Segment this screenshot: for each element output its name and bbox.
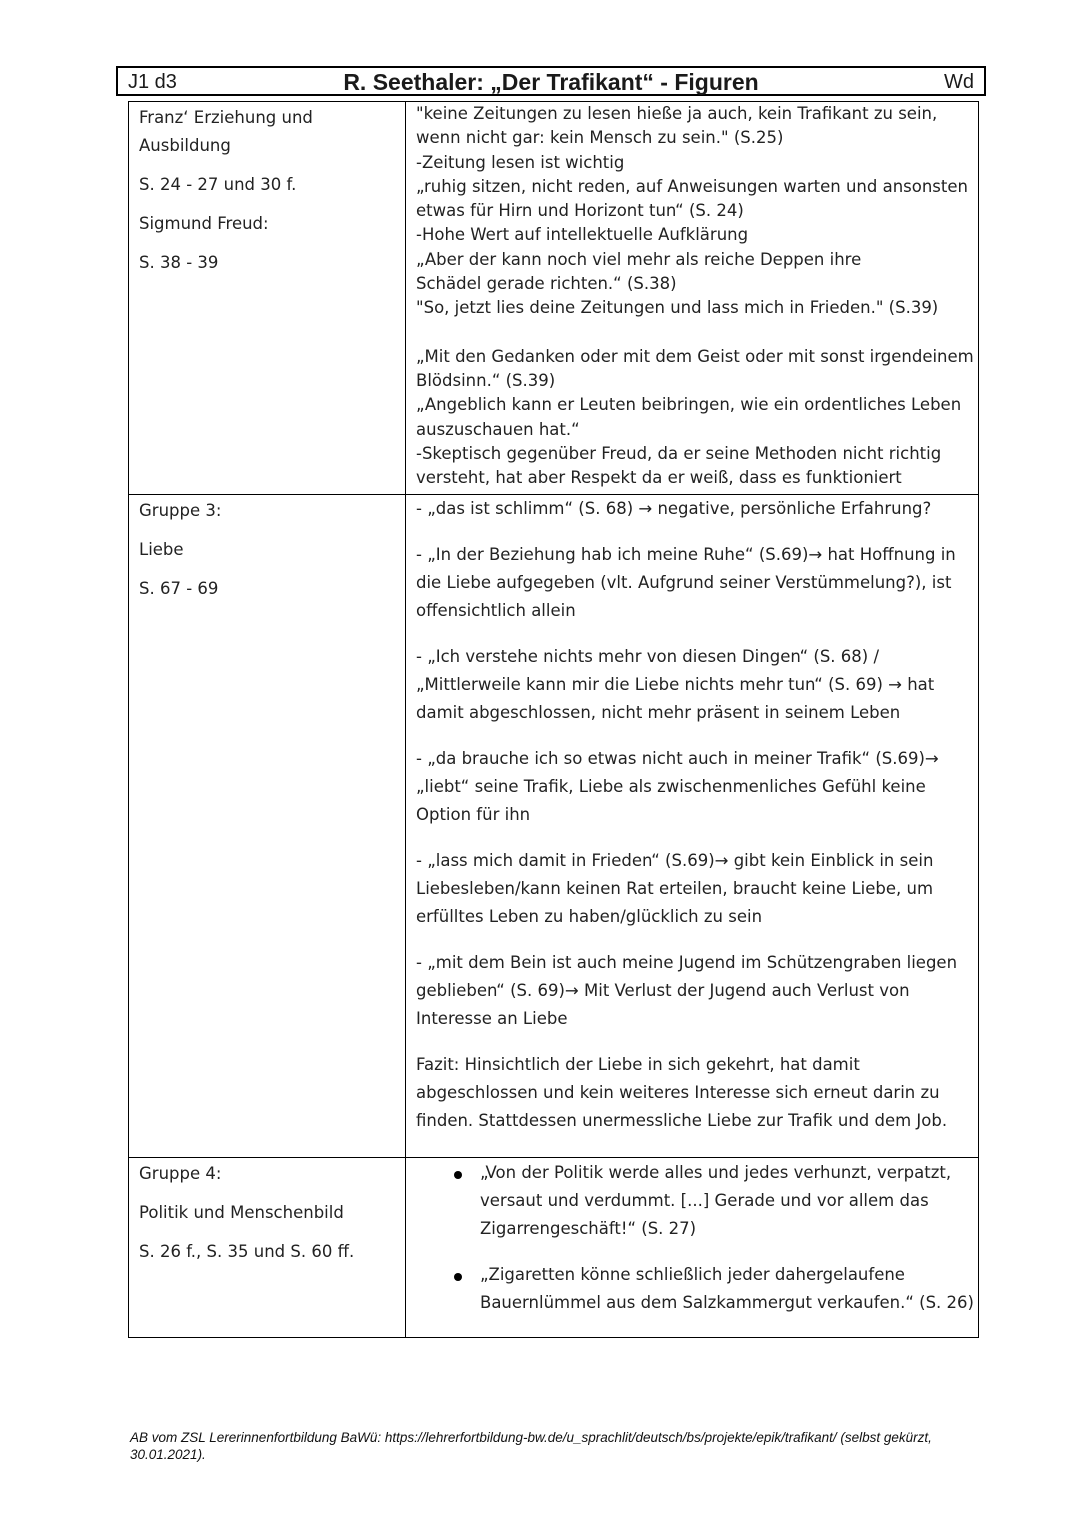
page-reference: S. 24 - 27 und 30 f. xyxy=(139,175,297,194)
conclusion-paragraph: Fazit: Hinsichtlich der Liebe in sich gekehrt, hat damit abgeschlossen und kein weiteres Interesse sich erneut darin zu finden. Stattdessen unermessliche Liebe zur Trafik und dem Job. xyxy=(416,1055,948,1130)
page-reference: S. 26 f., S. 35 und S. 60 ff. xyxy=(139,1242,355,1261)
topic-label: Sigmund Freud: xyxy=(139,214,269,233)
quote-line: „ruhig sitzen, nicht reden, auf Anweisungen warten und ansonsten xyxy=(416,176,968,196)
list-item: „Von der Politik werde alles und jedes verhunzt, verpatzt, versaut und verdummt. [...] Gerade und vor allem das Zigarrengeschäft!“ (S. 27) xyxy=(416,1159,978,1243)
author-initials: Wd xyxy=(944,71,974,93)
page-header xyxy=(116,66,986,96)
content-cell xyxy=(406,495,979,1158)
analysis-paragraph: - „lass mich damit in Frieden“ (S.69)→ gibt kein Einblick in sein Liebesleben/kann keinen Rat erteilen, braucht keine Liebe, um erfülltes Leben zu haben/glücklich zu sein xyxy=(416,851,934,926)
quote-line: „Aber der kann noch viel mehr als reiche Deppen ihre xyxy=(416,249,862,269)
quote-line: „Mit den Gedanken oder mit dem Geist oder mit sonst irgendeinem xyxy=(416,346,974,366)
page-reference: S. 67 - 69 xyxy=(139,579,219,598)
topic-label: Franz‘ Erziehung und xyxy=(139,108,313,127)
table-row xyxy=(129,102,979,495)
topic-label: Liebe xyxy=(139,540,184,559)
analysis-paragraph: - „da brauche ich so etwas nicht auch in meiner Trafik“ (S.69)→ „liebt“ seine Trafik, Liebe als zwischenmenliches Gefühl keine Option für ihn xyxy=(416,749,939,824)
topic-label: Ausbildung xyxy=(139,136,231,155)
quote-line: Schädel gerade richten.“ (S.38) xyxy=(416,274,677,294)
page-title: R. Seethaler: „Der Trafikant“ - Figuren xyxy=(343,69,759,95)
topic-cell xyxy=(129,495,406,1158)
page-reference: S. 38 - 39 xyxy=(139,253,219,272)
topic-label: Politik und Menschenbild xyxy=(139,1203,344,1222)
group-label: Gruppe 4: xyxy=(139,1164,222,1183)
quote-list xyxy=(416,1159,978,1317)
quote-line: auszuschauen hat.“ xyxy=(416,419,580,439)
group-label: Gruppe 3: xyxy=(139,501,222,520)
note-line: -Skeptisch gegenüber Freud, da er seine Methoden nicht richtig xyxy=(416,443,942,463)
class-code: J1 d3 xyxy=(128,71,177,93)
analysis-paragraph: - „das ist schlimm“ (S. 68) → negative, persönliche Erfahrung? xyxy=(416,499,932,518)
analysis-paragraph: - „In der Beziehung hab ich meine Ruhe“ (S.69)→ hat Hoffnung in die Liebe aufgegeben (vlt. Aufgrund seiner Verstümmelung?), ist offensichtlich allein xyxy=(416,545,956,620)
topic-cell xyxy=(129,1158,406,1338)
note-line: versteht, hat aber Respekt da er weiß, dass es funktioniert xyxy=(416,468,902,488)
source-footer: AB vom ZSL Lererinnenfortbildung BaWü: https://lehrerfortbildung-bw.de/u_sprachlit/deutsch/bs/projekte/epik/trafikant/ (selbst gekürzt, 30.01.2021). xyxy=(130,1430,932,1462)
bullet-icon xyxy=(454,1171,462,1179)
note-line: -Zeitung lesen ist wichtig xyxy=(416,152,625,172)
table-row xyxy=(129,495,979,1158)
analysis-paragraph: - „Ich verstehe nichts mehr von diesen Dingen“ (S. 68) / „Mittlerweile kann mir die Liebe nichts mehr tun“ (S. 69) → hat damit abgeschlossen, nicht mehr präsent in seinem Leben xyxy=(416,647,935,722)
content-cell xyxy=(406,1158,979,1338)
content-cell xyxy=(406,102,979,495)
quote-line: Blödsinn.“ (S.39) xyxy=(416,370,556,390)
quote-line: "keine Zeitungen zu lesen hieße ja auch, kein Trafikant zu sein, xyxy=(416,104,938,123)
bullet-icon xyxy=(454,1273,462,1281)
quote-line: „Angeblich kann er Leuten beibringen, wie ein ordentliches Leben xyxy=(416,395,962,415)
table-row xyxy=(129,1158,979,1338)
figures-table xyxy=(128,101,979,1338)
note-line: -Hohe Wert auf intellektuelle Aufklärung xyxy=(416,225,749,245)
quote-line: "So, jetzt lies deine Zeitungen und lass mich in Frieden." (S.39) xyxy=(416,298,939,318)
topic-cell xyxy=(129,102,406,495)
list-item: „Zigaretten könne schließlich jeder dahergelaufene Bauernlümmel aus dem Salzkammergut verkaufen.“ (S. 26) xyxy=(416,1261,978,1317)
quote-line: etwas für Hirn und Horizont tun“ (S. 24) xyxy=(416,201,744,221)
quote-line: wenn nicht gar: kein Mensch zu sein." (S.25) xyxy=(416,128,784,148)
analysis-paragraph: - „mit dem Bein ist auch meine Jugend im Schützengraben liegen geblieben“ (S. 69)→ Mit Verlust der Jugend auch Verlust von Interesse an Liebe xyxy=(416,953,958,1028)
